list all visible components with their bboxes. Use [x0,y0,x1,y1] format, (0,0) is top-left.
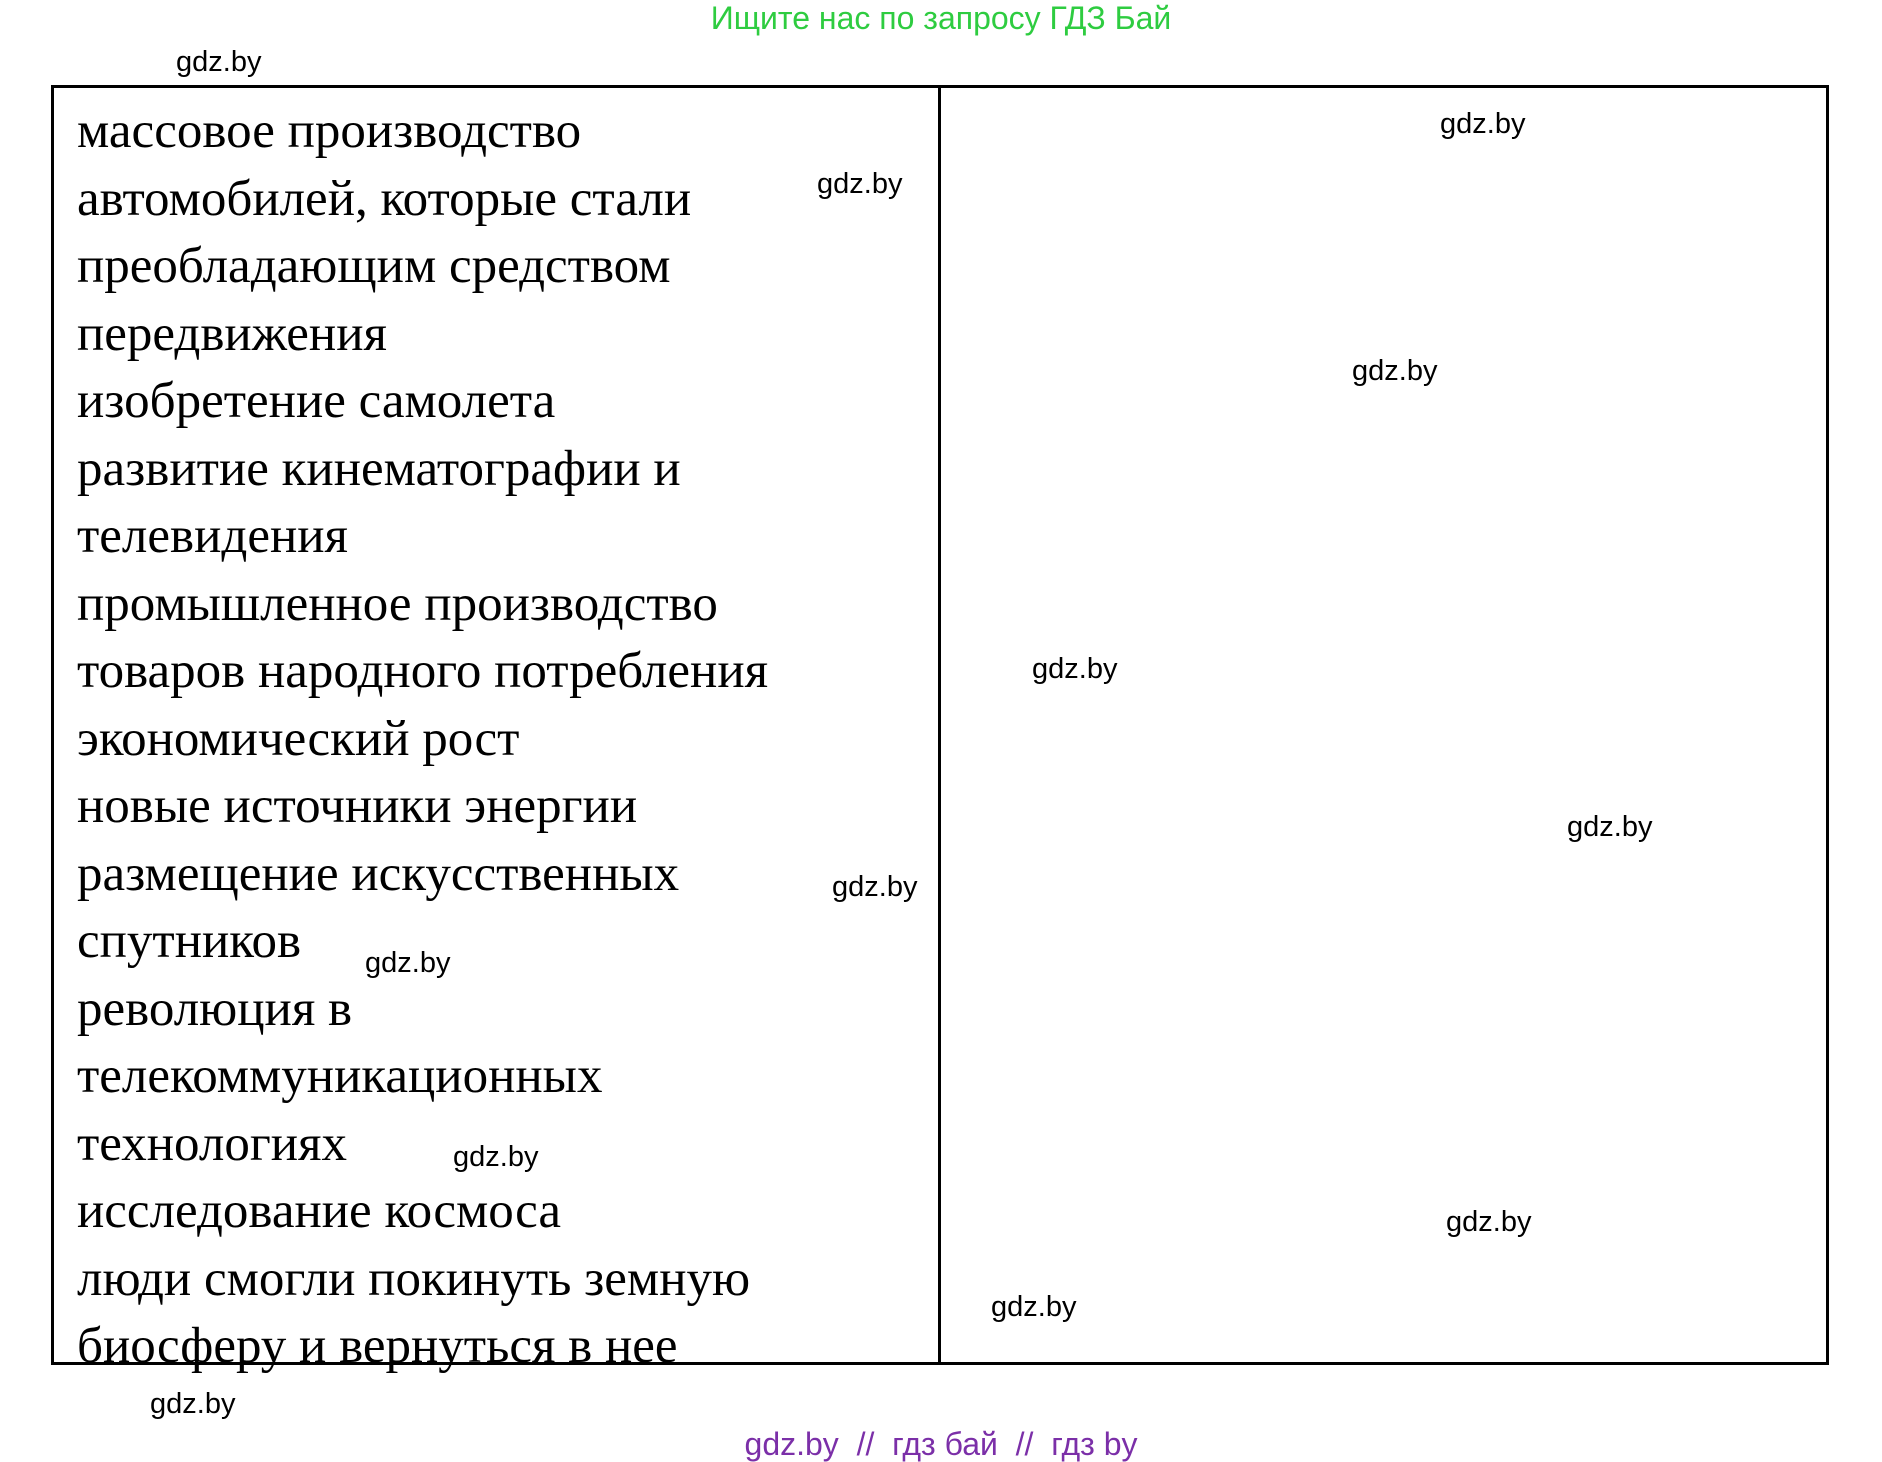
watermark: gdz.by [1446,1206,1532,1238]
table-entry-line: исследование космоса [77,1183,561,1239]
answer-table [51,85,1829,1374]
table-entry-line: товаров народного потребления [77,643,769,699]
watermark: gdz.by [1352,355,1438,387]
bottom-site-banner: gdz.by // гдз бай // гдз by [744,1426,1138,1462]
table-entry-line: развитие кинематографии и [77,440,681,497]
watermark: gdz.by [832,871,918,903]
table-entry-line: экономический рост [77,710,520,767]
table-entry-line: новые источники энергии [77,778,638,834]
watermark: gdz.by [817,168,903,200]
table-entry-line: телекоммуникационных [77,1048,603,1104]
watermark: gdz.by [176,46,262,78]
watermark: gdz.by [1567,811,1653,843]
table-entry-line: автомобилей, которые стали [77,170,692,227]
table-entry-line: революция в [77,980,353,1037]
table-entry-line: спутников [77,913,302,969]
watermark: gdz.by [365,947,451,979]
watermark: gdz.by [1032,653,1118,685]
table-entry-line: изобретение самолета [77,373,556,429]
table-entry-line: промышленное производство [77,575,718,632]
right-column-empty [941,88,1826,1362]
table-entry-line: люди смогли покинуть земную [77,1250,751,1307]
table-entry-line: преобладающим средством [77,238,671,294]
watermark: gdz.by [453,1141,539,1173]
watermark: gdz.by [991,1291,1077,1323]
table-entry-line: технологиях [77,1115,347,1172]
table-entry-line: телевидения [77,508,349,564]
table-entry-line: передвижения [77,305,387,362]
watermark: gdz.by [150,1388,236,1420]
watermark: gdz.by [1440,108,1526,140]
table-entry-line: биосферу и вернуться в нее [77,1318,678,1374]
top-search-banner: Ищите нас по запросу ГДЗ Бай [710,0,1172,36]
table-entry-line: размещение искусственных [77,845,680,902]
table-entry-line: массовое производство [77,103,582,159]
